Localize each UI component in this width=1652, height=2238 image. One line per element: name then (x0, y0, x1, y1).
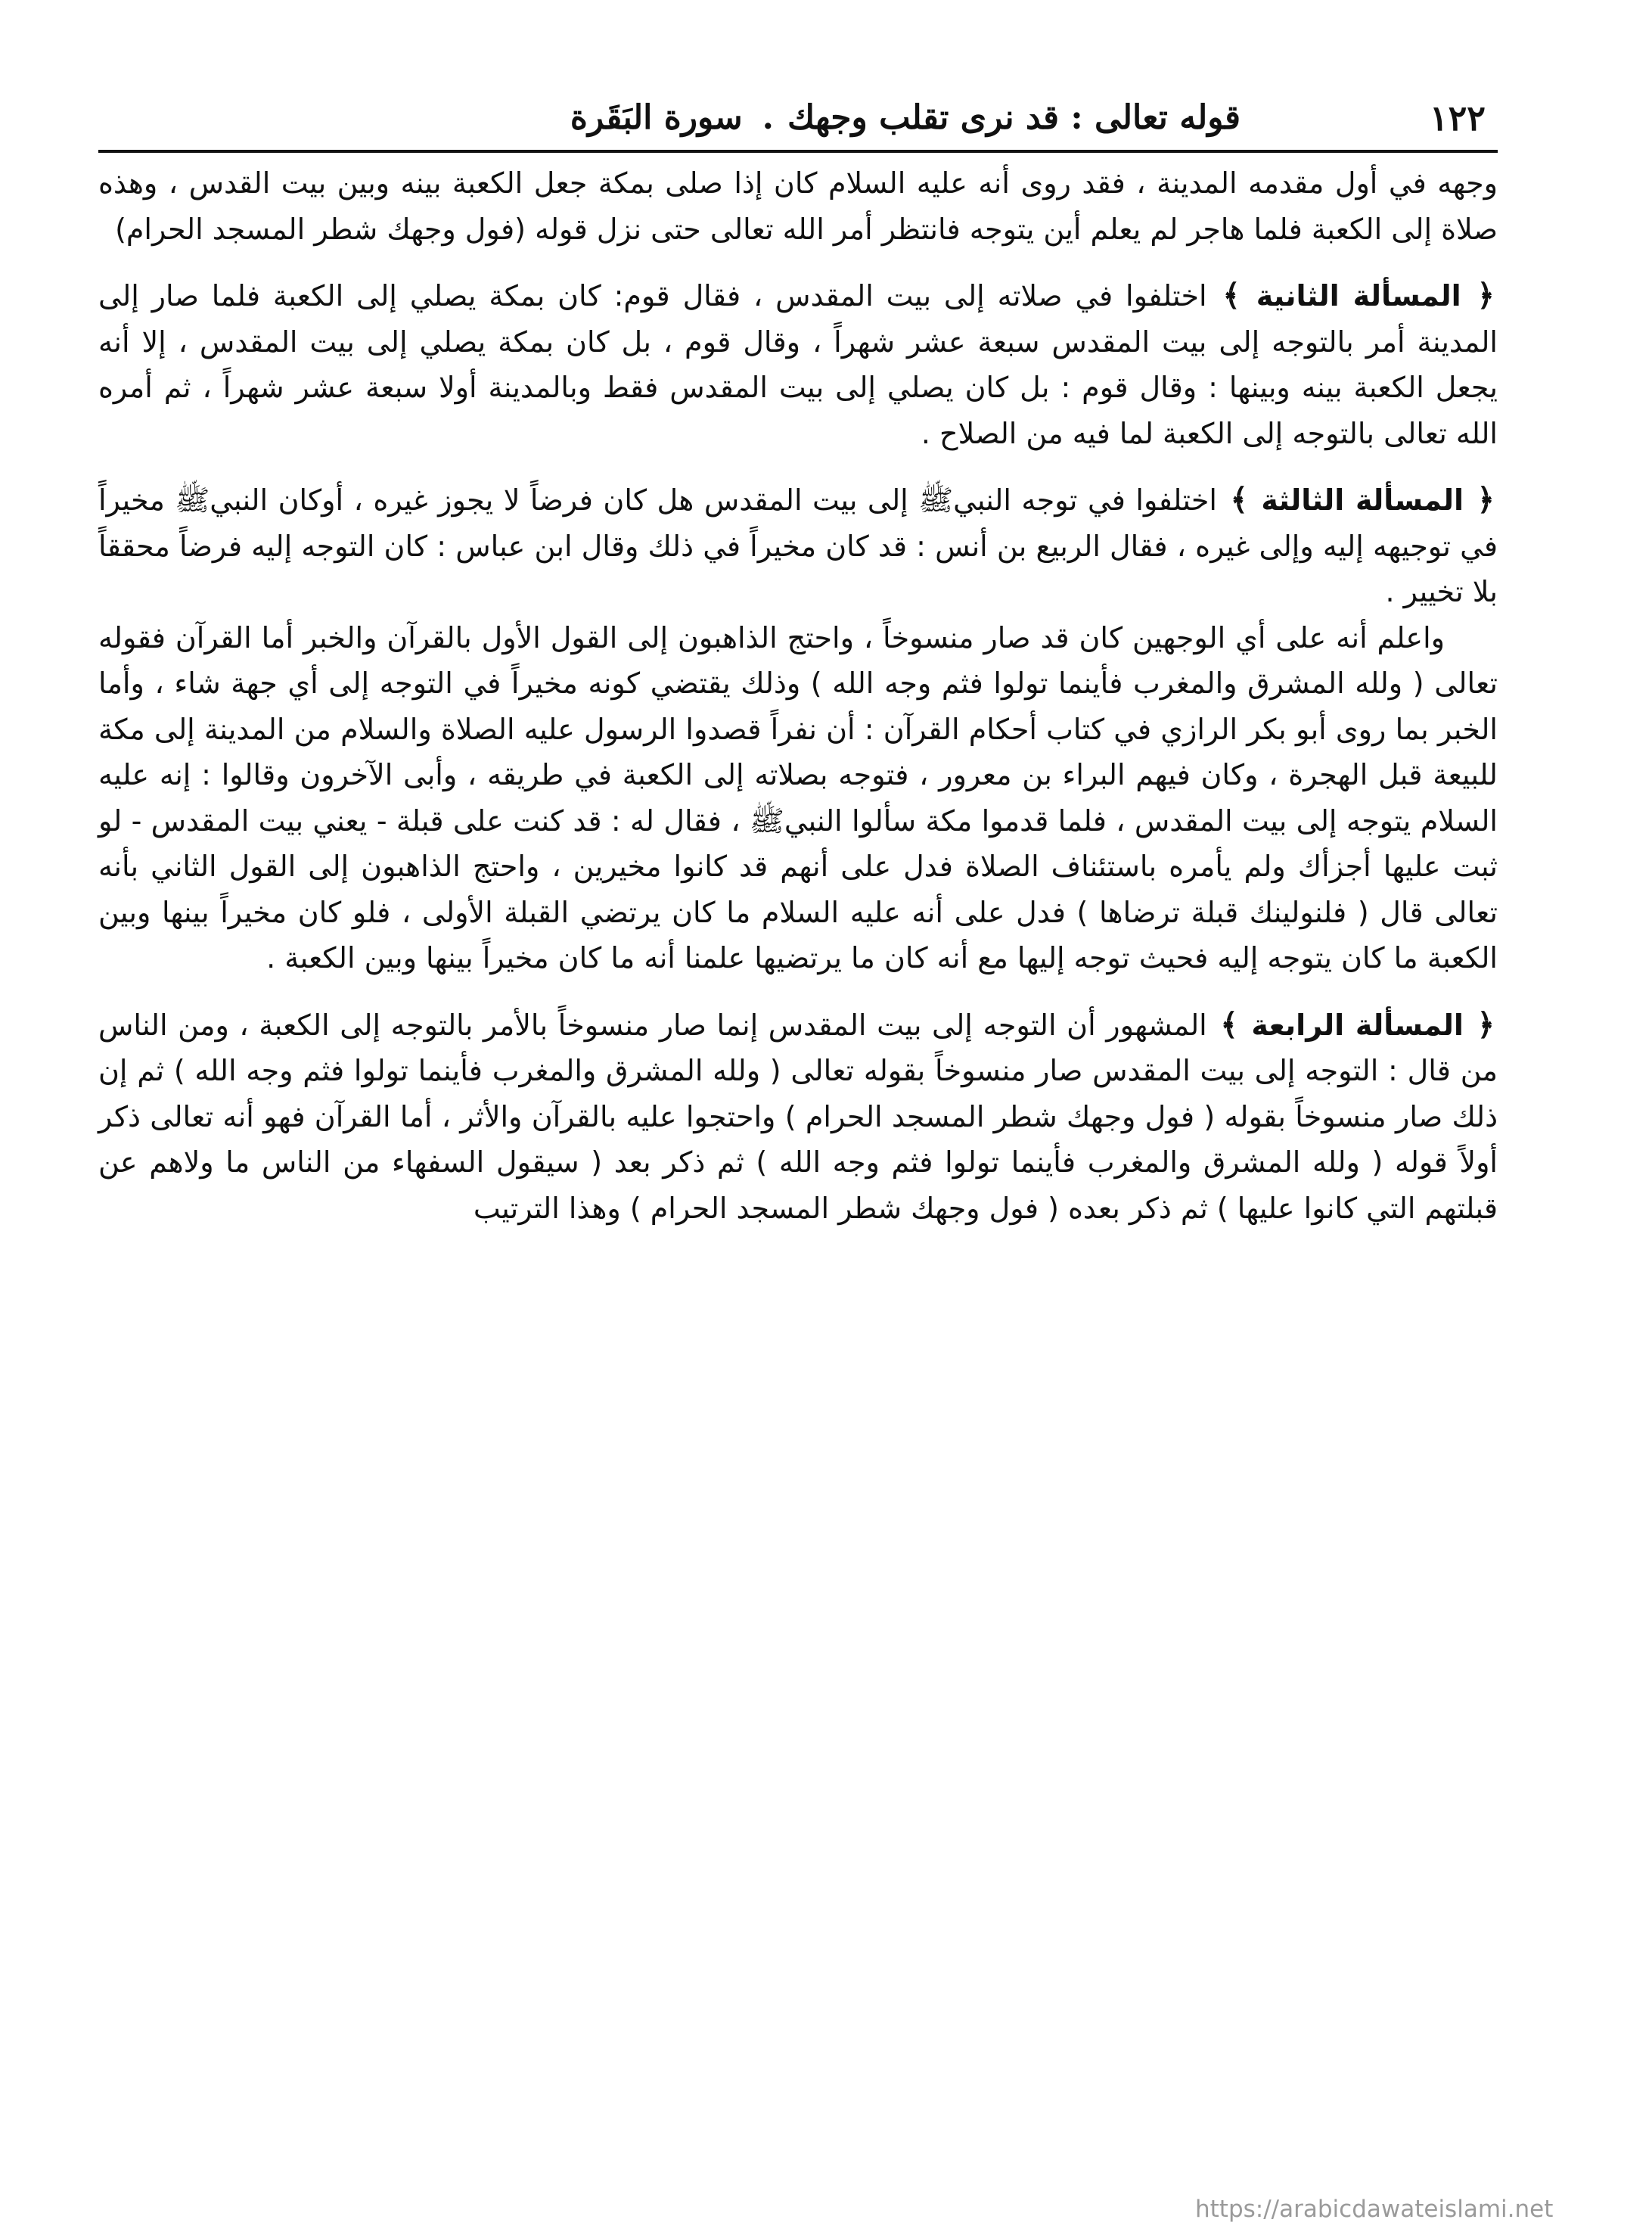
paragraph-text: وجهه في أول مقدمه المدينة ، فقد روى أنه عليه السلام كان إذا صلى بمكة جعل الكعبة بينه وبين بيت القدس ، وهذه صلاة إلى الكعبة فلما هاجر لم يعلم أين يتوجه فانتظر أمر الله تعالى حتى نزل قوله (فول وجهك شطر المسجد الحرام) (98, 166, 1498, 246)
masala-title: المسألة الرابعة (1251, 1008, 1464, 1042)
header-surah-name: سورة البَقَرة (570, 98, 743, 137)
masala-title: المسألة الثانية (1256, 279, 1461, 312)
masala-title: المسألة الثالثة (1261, 483, 1464, 517)
body-text (98, 160, 1498, 1231)
paragraph-text: المشهور أن التوجه إلى بيت المقدس إنما صار منسوخاً بالأمر بالتوجه إلى الكعبة ، ومن الناس من قال : التوجه إلى بيت المقدس صار منسوخاً بقوله تعالى ( ولله المشرق والمغرب فأينما تولوا فثم وجه الله ) ثم إن ذلك صار منسوخاً بقوله ( فول وجهك شطر المسجد الحرام ) واحتجوا عليه بالقرآن والأثر ، أما القرآن فهو أنه تعالى ذكر أولاً قوله ( ولله المشرق والمغرب فأينما تولوا فثم وجه الله ) ثم ذكر بعد ( سيقول السفهاء من الناس ما ولاهم عن قبلتهم التي كانوا عليها ) ثم ذكر بعده ( فول وجهك شطر المسجد الحرام ) وهذا الترتيب (98, 1008, 1498, 1225)
running-header (98, 83, 1498, 153)
page-number: ١٢٢ (1429, 98, 1486, 138)
ornament-open: ﴿ (1477, 483, 1495, 518)
paragraph-argument (98, 615, 1498, 981)
ornament-open: ﴿ (1477, 1007, 1495, 1043)
paragraph-text: اختلفوا في صلاته إلى بيت المقدس ، فقال قوم: كان بمكة يصلي إلى الكعبة فلما صار إلى المدينة أمر بالتوجه إلى بيت المقدس سبعة عشر شهراً ، وقال قوم ، بل كان بمكة يصلي إلى بيت المقدس ، إلا أنه يجعل الكعبة بينه وبينها : وقال قوم : بل كان يصلي إلى بيت المقدس فقط وبالمدينة أولا سبعة عشر شهراً ، ثم أمره الله تعالى بالتوجه إلى الكعبة لما فيه من الصلاح . (98, 279, 1498, 450)
header-title-line (570, 83, 1241, 153)
paragraph-continuation (98, 160, 1498, 252)
header-title: قوله تعالى : قد نرى تقلب وجهك (787, 98, 1241, 137)
ornament-close: ﴾ (1222, 278, 1241, 313)
source-url-watermark: https://arabicdawateislami.net (1195, 2196, 1554, 2223)
paragraph-text: واعلم أنه على أي الوجهين كان قد صار منسوخاً ، واحتج الذاهبون إلى القول الأول بالقرآن والخبر أما القرآن فقوله تعالى ( ولله المشرق والمغرب فأينما تولوا فثم وجه الله ) وذلك يقتضي كونه مخيراً في التوجه إلى أي جهة شاء ، وأما الخبر بما روى أبو بكر الرازي في كتاب أحكام القرآن : أن نفراً قصدوا الرسول عليه الصلاة والسلام من المدينة إلى مكة للبيعة قبل الهجرة ، وكان فيهم البراء بن معرور ، فتوجه بصلاته إلى الكعبة في طريقه ، وأبى الآخرون وقالوا : إنه عليه السلام يتوجه إلى بيت المقدس ، فلما قدموا مكة سألوا النبيﷺ ، فقال له : قد كنت على قبلة - يعني بيت المقدس - لو ثبت عليها أجزأك ولم يأمره باستئناف الصلاة فدل على أنهم قد كانوا مخيرين ، واحتج الذاهبون إلى القول الثاني بأنه تعالى قال ( فلنولينك قبلة ترضاها ) فدل على أنه عليه السلام ما كان يرتضي القبلة الأولى ، فلو كان مخيراً بينها وبين الكعبة ما كان يتوجه إليه فحيث توجه إليها مع أنه كان ما يرتضيها علمنا أنه ما كان مخيراً بينها وبين الكعبة . (98, 620, 1498, 974)
ornament-open: ﴿ (1477, 278, 1495, 313)
paragraph-masala-3 (98, 477, 1498, 615)
ornament-close: ﴾ (1230, 483, 1248, 518)
paragraph-masala-4 (98, 1002, 1498, 1232)
ornament-close: ﴾ (1220, 1007, 1238, 1043)
header-rule (98, 150, 1498, 153)
paragraph-masala-2 (98, 273, 1498, 456)
header-separator-dot: . (762, 98, 774, 137)
page-content (98, 83, 1498, 2187)
paragraph-text: اختلفوا في توجه النبيﷺ إلى بيت المقدس هل كان فرضاً لا يجوز غيره ، أوكان النبيﷺ مخيراً في توجيهه إليه وإلى غيره ، فقال الربيع بن أنس : قد كان مخيراً في ذلك وقال ابن عباس : كان التوجه إليه فرضاً محققاً بلا تخيير . (98, 483, 1498, 608)
